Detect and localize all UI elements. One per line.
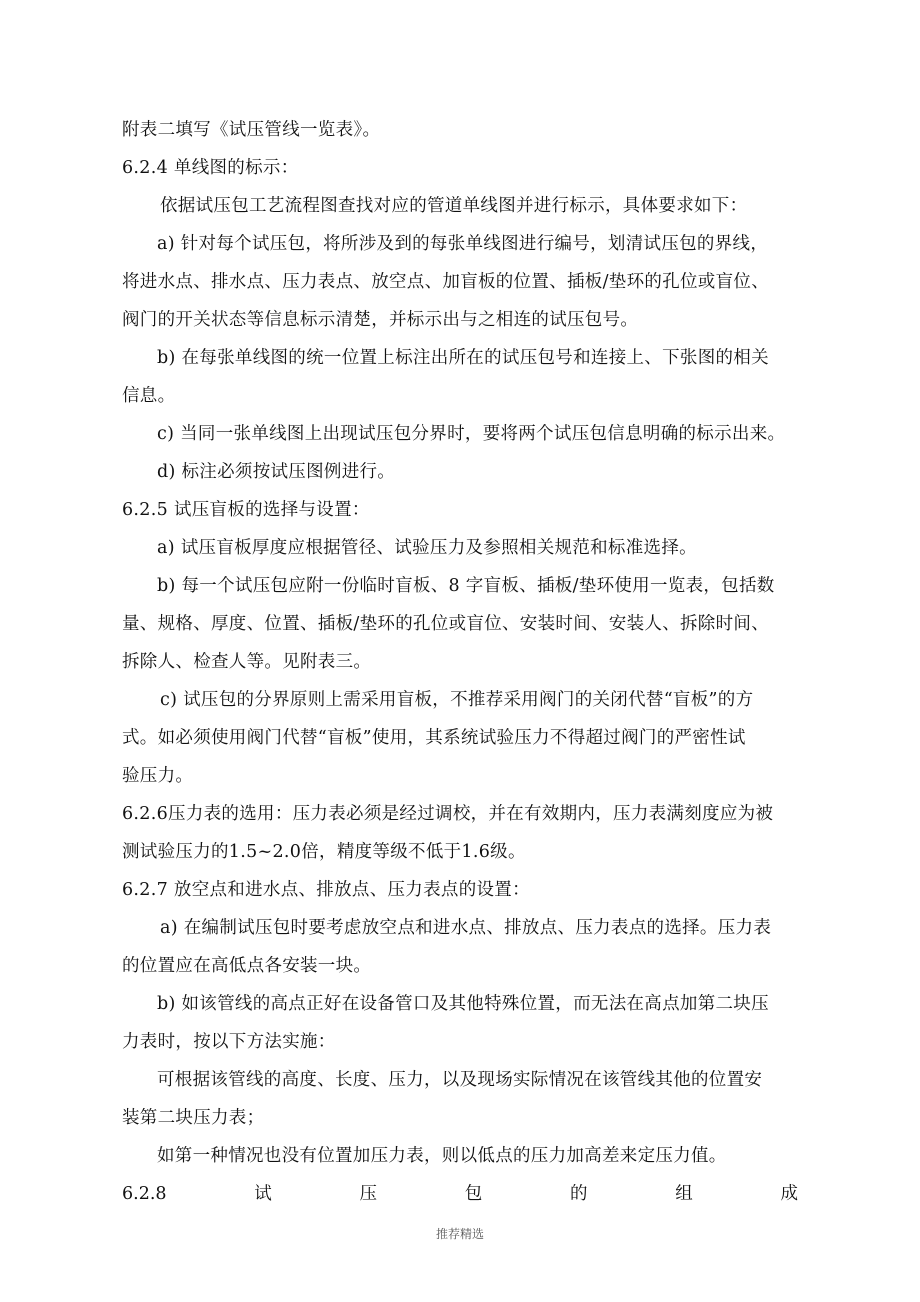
p-14: 拆除人、检查人等。见附表三。 [122,652,372,672]
p-25: 可根据该管线的高度、长度、压力，以及现场实际情况在该管线其他的位置安 [157,1070,763,1090]
p-21: a) 在编制试压包时要考虑放空点和进水点、排放点、压力表点的选择。压力表 [160,918,772,938]
p-15: c) 试压包的分界原则上需采用盲板，不推荐采用阀门的关闭代替“盲板”的方 [160,690,754,710]
heading-word: 包 [464,1184,483,1204]
p-20: 6.2.7 放空点和进水点、排放点、压力表点的设置： [122,880,530,900]
p-8: c) 当同一张单线图上出现试压包分界时，要将两个试压包信息明确的标示出来。 [157,424,786,444]
page-footer: 推荐精选 [435,1227,484,1241]
p-22: 的位置应在高低点各安装一块。 [122,956,372,976]
p-6: b) 在每张单线图的统一位置上标注出所在的试压包号和连接上、下张图的相关 [157,348,769,368]
p-1: 6.2.4 单线图的标示： [122,158,299,178]
p-23: b) 如该管线的高点正好在设备管口及其他特殊位置，而无法在高点加第二块压 [157,994,769,1014]
p-16: 式。如必须使用阀门代替“盲板”使用，其系统试验压力不得超过阀门的严密性试 [122,728,746,748]
section-heading-6-2-8 [122,1182,798,1206]
heading-word: 试 [254,1184,272,1204]
p-27: 如第一种情况也没有位置加压力表，则以低点的压力加高差来定压力值。 [157,1146,727,1166]
p-24: 力表时，按以下方法实施： [122,1032,336,1052]
p-0: 附表二填写《试压管线一览表》。 [122,120,381,140]
p-9: d) 标注必须按试压图例进行。 [157,462,396,482]
p-2: 依据试压包工艺流程图查找对应的管道单线图并进行标示，具体要求如下： [160,196,748,216]
heading-word: 成 [780,1184,798,1204]
p-7: 信息。 [122,386,176,406]
heading-word: 压 [359,1184,377,1204]
p-5: 阀门的开关状态等信息标示清楚，并标示出与之相连的试压包号。 [122,310,639,330]
heading-word: 6.2.8 [122,1184,167,1204]
p-11: a) 试压盲板厚度应根据管径、试验压力及参照相关规范和标准选择。 [157,538,697,558]
p-19: 测试验压力的1.5~2.0倍，精度等级不低于1.6级。 [122,842,526,862]
p-12: b) 每一个试压包应附一份临时盲板、8 字盲板、插板/垫环使用一览表，包括数 [157,576,775,596]
heading-word: 组 [675,1184,693,1204]
heading-word: 的 [569,1184,588,1204]
p-13: 量、规格、厚度、位置、插板/垫环的孔位或盲位、安装时间、安装人、拆除时间、 [122,614,769,634]
p-10: 6.2.5 试压盲板的选择与设置： [122,500,370,520]
p-26: 装第二块压力表； [122,1108,265,1128]
p-17: 验压力。 [122,766,194,786]
p-18: 6.2.6压力表的选用：压力表必须是经过调校，并在有效期内，压力表满刻度应为被 [122,804,774,824]
p-3: a) 针对每个试压包，将所涉及到的每张单线图进行编号，划清试压包的界线， [157,234,769,254]
p-4: 将进水点、排水点、压力表点、放空点、加盲板的位置、插板/垫环的孔位或盲位、 [122,272,769,292]
